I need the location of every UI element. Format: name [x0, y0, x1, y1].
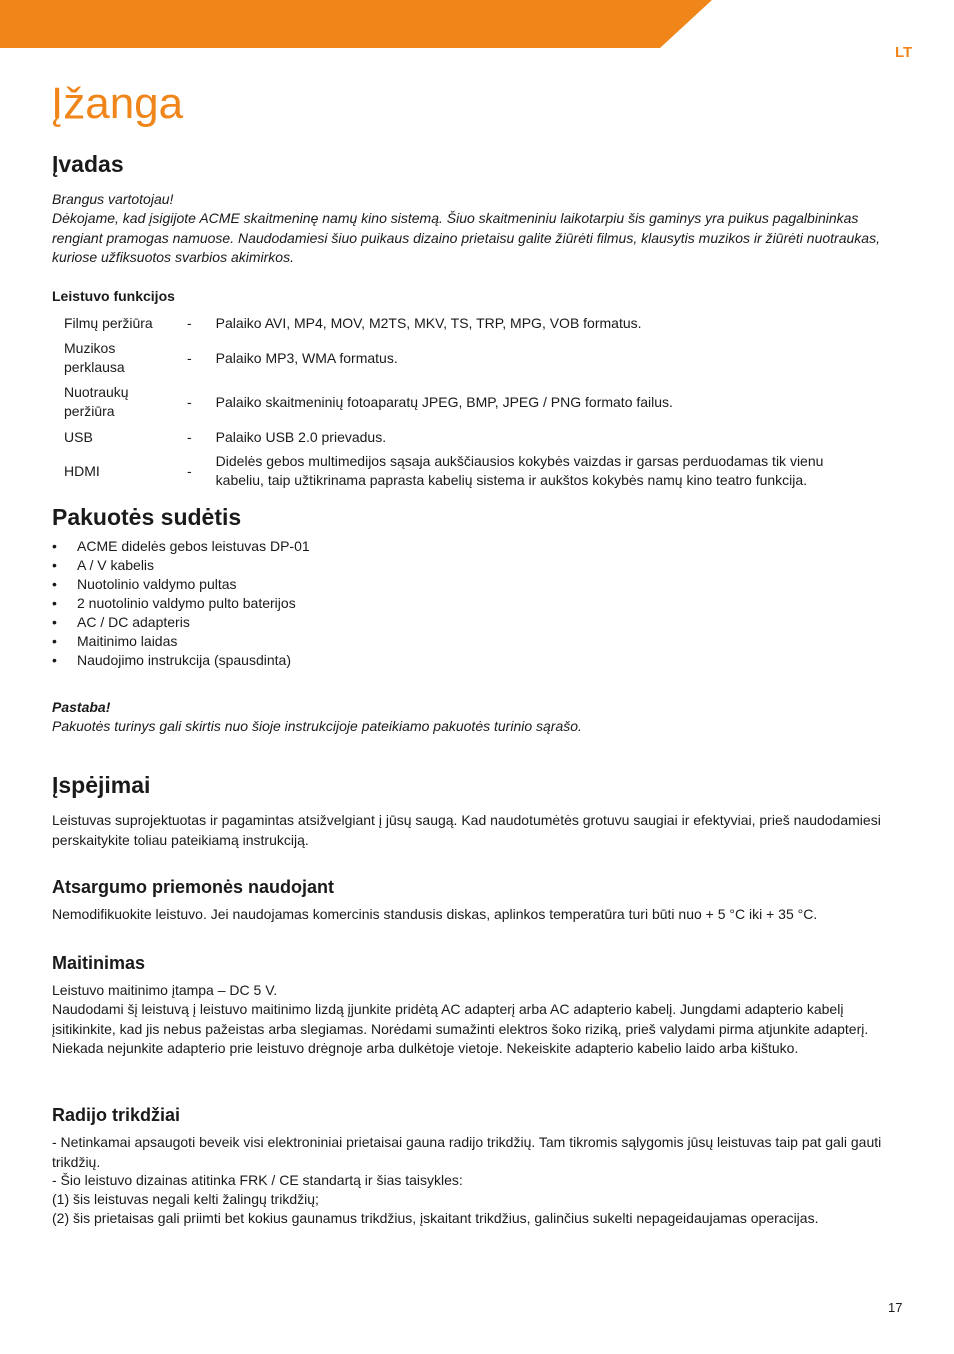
- table-row: [52, 380, 866, 424]
- page-title: Įžanga: [51, 79, 184, 128]
- language-code: LT: [895, 44, 913, 61]
- warnings-heading: Įspėjimai: [52, 772, 151, 798]
- list-item: [52, 575, 310, 594]
- function-dash: -: [187, 462, 192, 479]
- list-item-text: Maitinimo laidas: [77, 633, 178, 649]
- bullet: •: [52, 633, 57, 649]
- intro-text: Dėkojame, kad įsigijote ACME skaitmeninę namų kino sistemą. Šiuo skaitmeniniu laikotarpiu šis gaminys yra puikus pagalbininkas rengiant pramogas namuose. Naudodamiesi šiuo puikaus dizaino prietaisu galite žiūrėti filmus, klausytis muzikos ir žiūrėti nuotraukas, kuriose užfiksuotos svarbios akimirkos.: [52, 210, 880, 265]
- table-row: [52, 450, 866, 492]
- radio-line-2: - Šio leistuvo dizainas atitinka FRK / CE standartą ir šias taisykles:: [52, 1172, 463, 1188]
- package-list: [52, 537, 310, 670]
- intro-heading: Įvadas: [52, 151, 124, 177]
- power-heading: Maitinimas: [52, 953, 146, 973]
- power-text: Naudodami šį leistuvą į leistuvo maitinimo lizdą įjunkite pridėtą AC adapterį arba AC adapterio kabelį. Jungdami adapterio kabelį įsitikinkite, kad jis nebus pažeistas arba slegiamas. Norėdami sumažinti elektros šoko riziką, prieš valydami pirma atjunkite adapterį. Niekada nejunkite adapterio prie leistuvo drėgnoje arba dulkėtoje vietoje. Nekeiskite adapterio kabelio laido arba kištuko.: [52, 1001, 869, 1056]
- list-item-text: 2 nuotolinio valdymo pulto baterijos: [77, 595, 296, 611]
- list-item: [52, 556, 310, 575]
- package-heading: Pakuotės sudėtis: [52, 504, 242, 530]
- precautions-heading: Atsargumo priemonės naudojant: [52, 877, 335, 897]
- note-label: Pastaba!: [52, 699, 111, 715]
- bullet: •: [52, 595, 57, 611]
- list-item: [52, 613, 310, 632]
- function-desc: Palaiko USB 2.0 prievadus.: [215, 428, 387, 445]
- precautions-text: Nemodifikuokite leistuvo. Jei naudojamas komercinis standusis diskas, aplinkos temperatūra turi būti nuo + 5 °C iki + 35 °C.: [52, 906, 818, 922]
- note-text: Pakuotės turinys gali skirtis nuo šioje instrukcijoje pateikiamo pakuotės turinio sąrašo.: [52, 718, 582, 734]
- function-dash: -: [187, 349, 192, 366]
- list-item-text: Naudojimo instrukcija (spausdinta): [77, 652, 291, 668]
- bullet: •: [52, 538, 57, 554]
- function-desc: Palaiko skaitmeninių fotoaparatų JPEG, BMP, JPEG / PNG formato failus.: [215, 393, 673, 410]
- bullet: •: [52, 614, 57, 630]
- header-banner: [0, 0, 954, 48]
- radio-heading: Radijo trikdžiai: [52, 1105, 181, 1125]
- radio-line-3: (1) šis leistuvas negali kelti žalingų trikdžių;: [52, 1191, 319, 1207]
- table-row: [52, 424, 866, 450]
- power-line: Leistuvo maitinimo įtampa – DC 5 V.: [52, 982, 278, 998]
- warnings-intro: Leistuvas suprojektuotas ir pagamintas atsižvelgiant į jūsų saugą. Kad naudotumėtės grotuvu saugiai ir efektyviai, prieš naudodamiesi perskaitykite toliau pateikiamą instrukciją.: [52, 812, 881, 848]
- function-dash: -: [187, 393, 192, 410]
- function-name: USB: [64, 428, 93, 445]
- list-item-text: Nuotolinio valdymo pultas: [77, 576, 237, 592]
- function-dash: -: [187, 314, 192, 331]
- bullet: •: [52, 576, 57, 592]
- page-number: 17: [888, 1300, 903, 1315]
- list-item-text: AC / DC adapteris: [77, 614, 190, 630]
- function-name: HDMI: [64, 462, 100, 479]
- function-desc: Palaiko MP3, WMA formatus.: [215, 349, 398, 366]
- radio-line-1: - Netinkamai apsaugoti beveik visi elektroniniai prietaisai gauna radijo trikdžių. Tam tikromis sąlygomis jūsų leistuvas taip pat gali gauti trikdžių.: [52, 1134, 882, 1170]
- function-name: Filmų peržiūra: [64, 314, 153, 331]
- list-item: [52, 594, 310, 613]
- intro-greeting: Brangus vartotojau!: [52, 191, 174, 207]
- list-item-text: A / V kabelis: [77, 557, 155, 573]
- table-row: [52, 336, 866, 380]
- functions-label: Leistuvo funkcijos: [52, 288, 175, 304]
- list-item: [52, 651, 310, 670]
- function-name: Muzikos perklausa: [64, 340, 125, 375]
- function-dash: -: [187, 428, 192, 445]
- list-item: [52, 537, 310, 556]
- functions-table: [52, 310, 866, 492]
- radio-line-4: (2) šis prietaisas gali priimti bet kokius gaunamus trikdžius, įskaitant trikdžius, galinčius sukelti nepageidaujamas operacijas.: [52, 1210, 819, 1226]
- function-desc: Didelės gebos multimedijos sąsaja aukščiausios kokybės vaizdas ir garsas perduodamas tik vienu kabeliu, taip užtikrinama paprasta kabelių sistema ir aukštos kokybės namų kino teatro funkcija.: [215, 453, 824, 488]
- function-desc: Palaiko AVI, MP4, MOV, M2TS, MKV, TS, TRP, MPG, VOB formatus.: [215, 314, 642, 331]
- bullet: •: [52, 652, 57, 668]
- list-item-text: ACME didelės gebos leistuvas DP-01: [77, 538, 310, 554]
- table-row: [52, 310, 866, 336]
- list-item: [52, 632, 310, 651]
- function-name: Nuotraukų peržiūra: [64, 384, 129, 419]
- bullet: •: [52, 557, 57, 573]
